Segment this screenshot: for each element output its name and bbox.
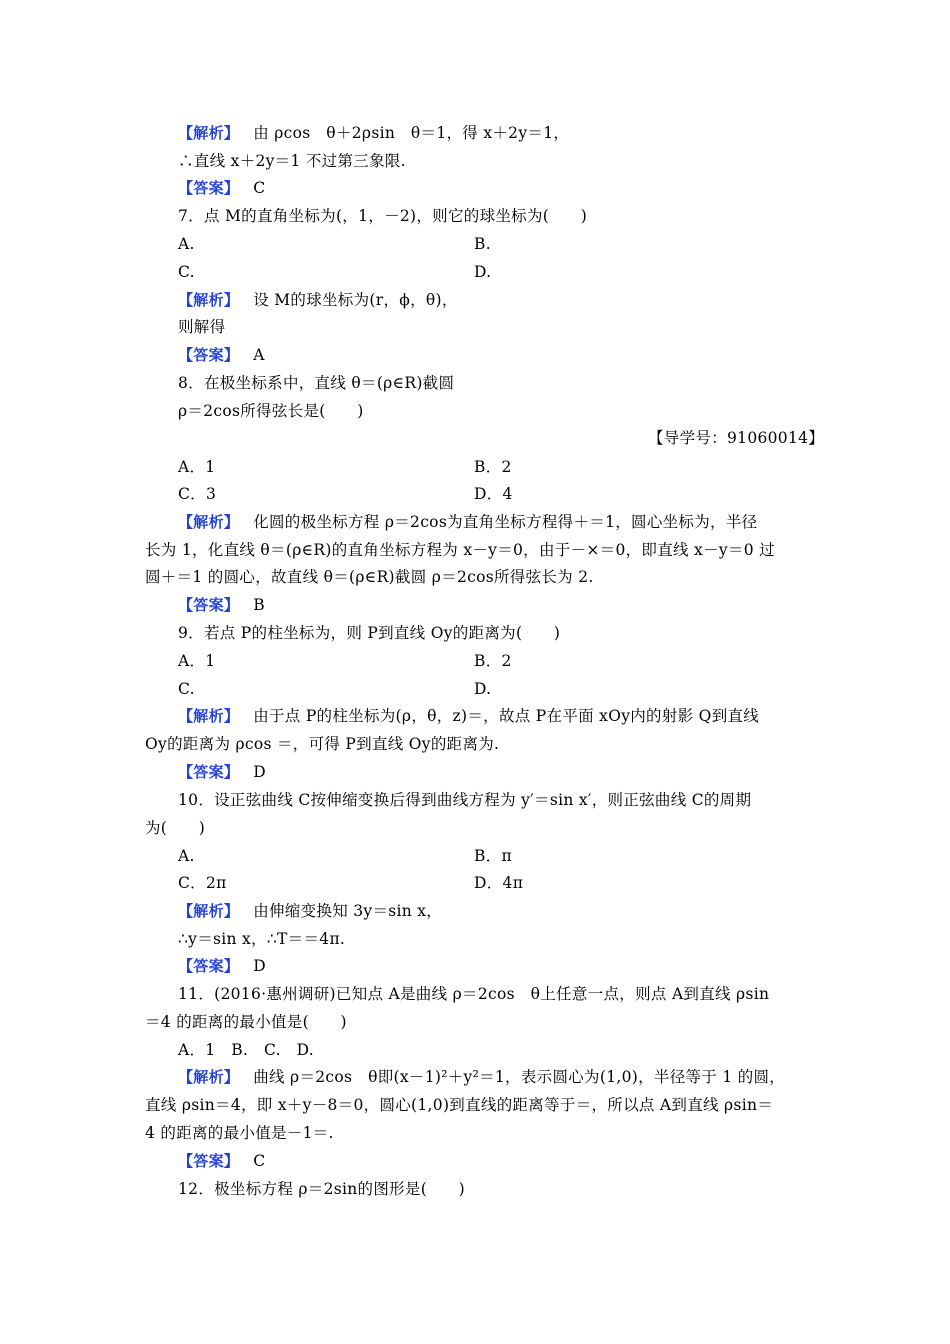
analysis-tag: 【解析】 [178,291,240,309]
option-c: C．3 [178,485,217,503]
question-8-cont: ρ＝2cos所得弦长是( ) [178,402,364,420]
solution-text: 化圆的极坐标方程 ρ＝2cos为直角坐标方程得＋＝1，圆心坐标为，半径 [253,513,758,531]
question-8: 8．在极坐标系中，直线 θ＝(ρ∈R)截圆 [178,374,455,392]
analysis-tag: 【解析】 [178,513,240,531]
answer-tag: 【答案】 [178,346,240,364]
question-12: 12．极坐标方程 ρ＝2sin的图形是( ) [178,1180,466,1198]
question-9: 9．若点 P的柱坐标为，则 P到直线 Oy的距离为( ) [178,624,561,642]
answer-line [178,345,265,365]
answer-line [178,1151,265,1171]
answer-tag: 【答案】 [178,957,240,975]
answer-line [178,762,266,782]
option-b: B．2 [474,652,512,670]
option-d: D. [474,263,492,281]
solution-text: 曲线 ρ＝2cos θ即(x－1)²＋y²＝1，表示圆心为(1,0)，半径等于 1 的圆， [253,1068,786,1086]
analysis-tag: 【解析】 [178,707,240,725]
question-11-cont: ＝4 的距离的最小值是( ) [145,1013,347,1031]
option-a: A. [178,235,195,253]
option-a: A. [178,847,195,865]
solution-text: 由 ρcos θ＋2ρsin θ＝1，得 x＋2y＝1， [253,124,570,142]
answer-value: C [253,1152,266,1170]
analysis-tag: 【解析】 [178,1068,240,1086]
answer-line [178,956,266,976]
answer-line [178,178,265,198]
question-10-cont: 为( ) [145,819,206,837]
solution-line: ∴y＝sin x，∴T＝＝4π. [178,930,346,948]
question-10: 10．设正弦曲线 C按伸缩变换后得到曲线方程为 y′＝sin x′，则正弦曲线 C的周期 [178,791,752,809]
answer-tag: 【答案】 [178,179,240,197]
guide-number: 【导学号：91060014】 [648,429,825,447]
analysis-tag: 【解析】 [178,124,240,142]
option-a: A．1 [178,652,216,670]
solution-line [178,123,569,143]
question-11: 11．(2016·惠州调研)已知点 A是曲线 ρ＝2cos θ上任意一点，则点 A到直线 ρsin [178,985,770,1003]
solution-text: 设 M的球坐标为(r，ϕ，θ)， [253,291,458,309]
solution-line: 圆＋＝1 的圆心，故直线 θ＝(ρ∈R)截圆 ρ＝2cos所得弦长为 2. [145,568,594,586]
answer-tag: 【答案】 [178,763,240,781]
answer-line [178,595,265,615]
option-b: B．π [474,847,512,865]
option-d: D．4 [474,485,513,503]
answer-value: B [253,596,265,614]
option-a: A．1 [178,458,216,476]
solution-line: ∴直线 x＋2y＝1 不过第三象限. [178,152,406,170]
answer-tag: 【答案】 [178,596,240,614]
option-d: D．4π [474,874,524,892]
solution-line [178,706,759,726]
solution-text: 由于点 P的柱坐标为(ρ，θ，z)＝，故点 P在平面 xOy内的射影 Q到直线 [253,707,760,725]
solution-line: 直线 ρsin＝4，即 x＋y－8＝0，圆心(1,0)到直线的距离等于＝，所以点 A到直线 ρsin＝ [145,1096,774,1114]
option-c: C．2π [178,874,227,892]
solution-line [178,1067,785,1087]
solution-line: Oy的距离为 ρcos ＝，可得 P到直线 Oy的距离为. [145,735,500,753]
solution-line: 4 的距离的最小值是－1＝. [145,1124,334,1142]
question-11-options: A．1 B. C. D. [178,1041,315,1059]
analysis-tag: 【解析】 [178,902,240,920]
option-c: C. [178,263,195,281]
option-d: D. [474,680,492,698]
option-b: B．2 [474,458,512,476]
answer-value: A [253,346,265,364]
solution-line: 则解得 [178,318,226,336]
solution-line [178,512,757,532]
option-c: C. [178,680,195,698]
answer-value: D [253,957,266,975]
answer-value: C [253,179,266,197]
solution-line: 长为 1，化直线 θ＝(ρ∈R)的直角坐标方程为 x－y＝0，由于－×＝0，即直线 x－y＝0 过 [145,541,775,559]
solution-line [178,901,442,921]
question-7: 7．点 M的直角坐标为(，1，－2)，则它的球坐标为( ) [178,207,588,225]
answer-tag: 【答案】 [178,1152,240,1170]
answer-value: D [253,763,266,781]
option-b: B. [474,235,491,253]
solution-text: 由伸缩变换知 3y＝sin x， [253,902,443,920]
solution-line [178,290,458,310]
